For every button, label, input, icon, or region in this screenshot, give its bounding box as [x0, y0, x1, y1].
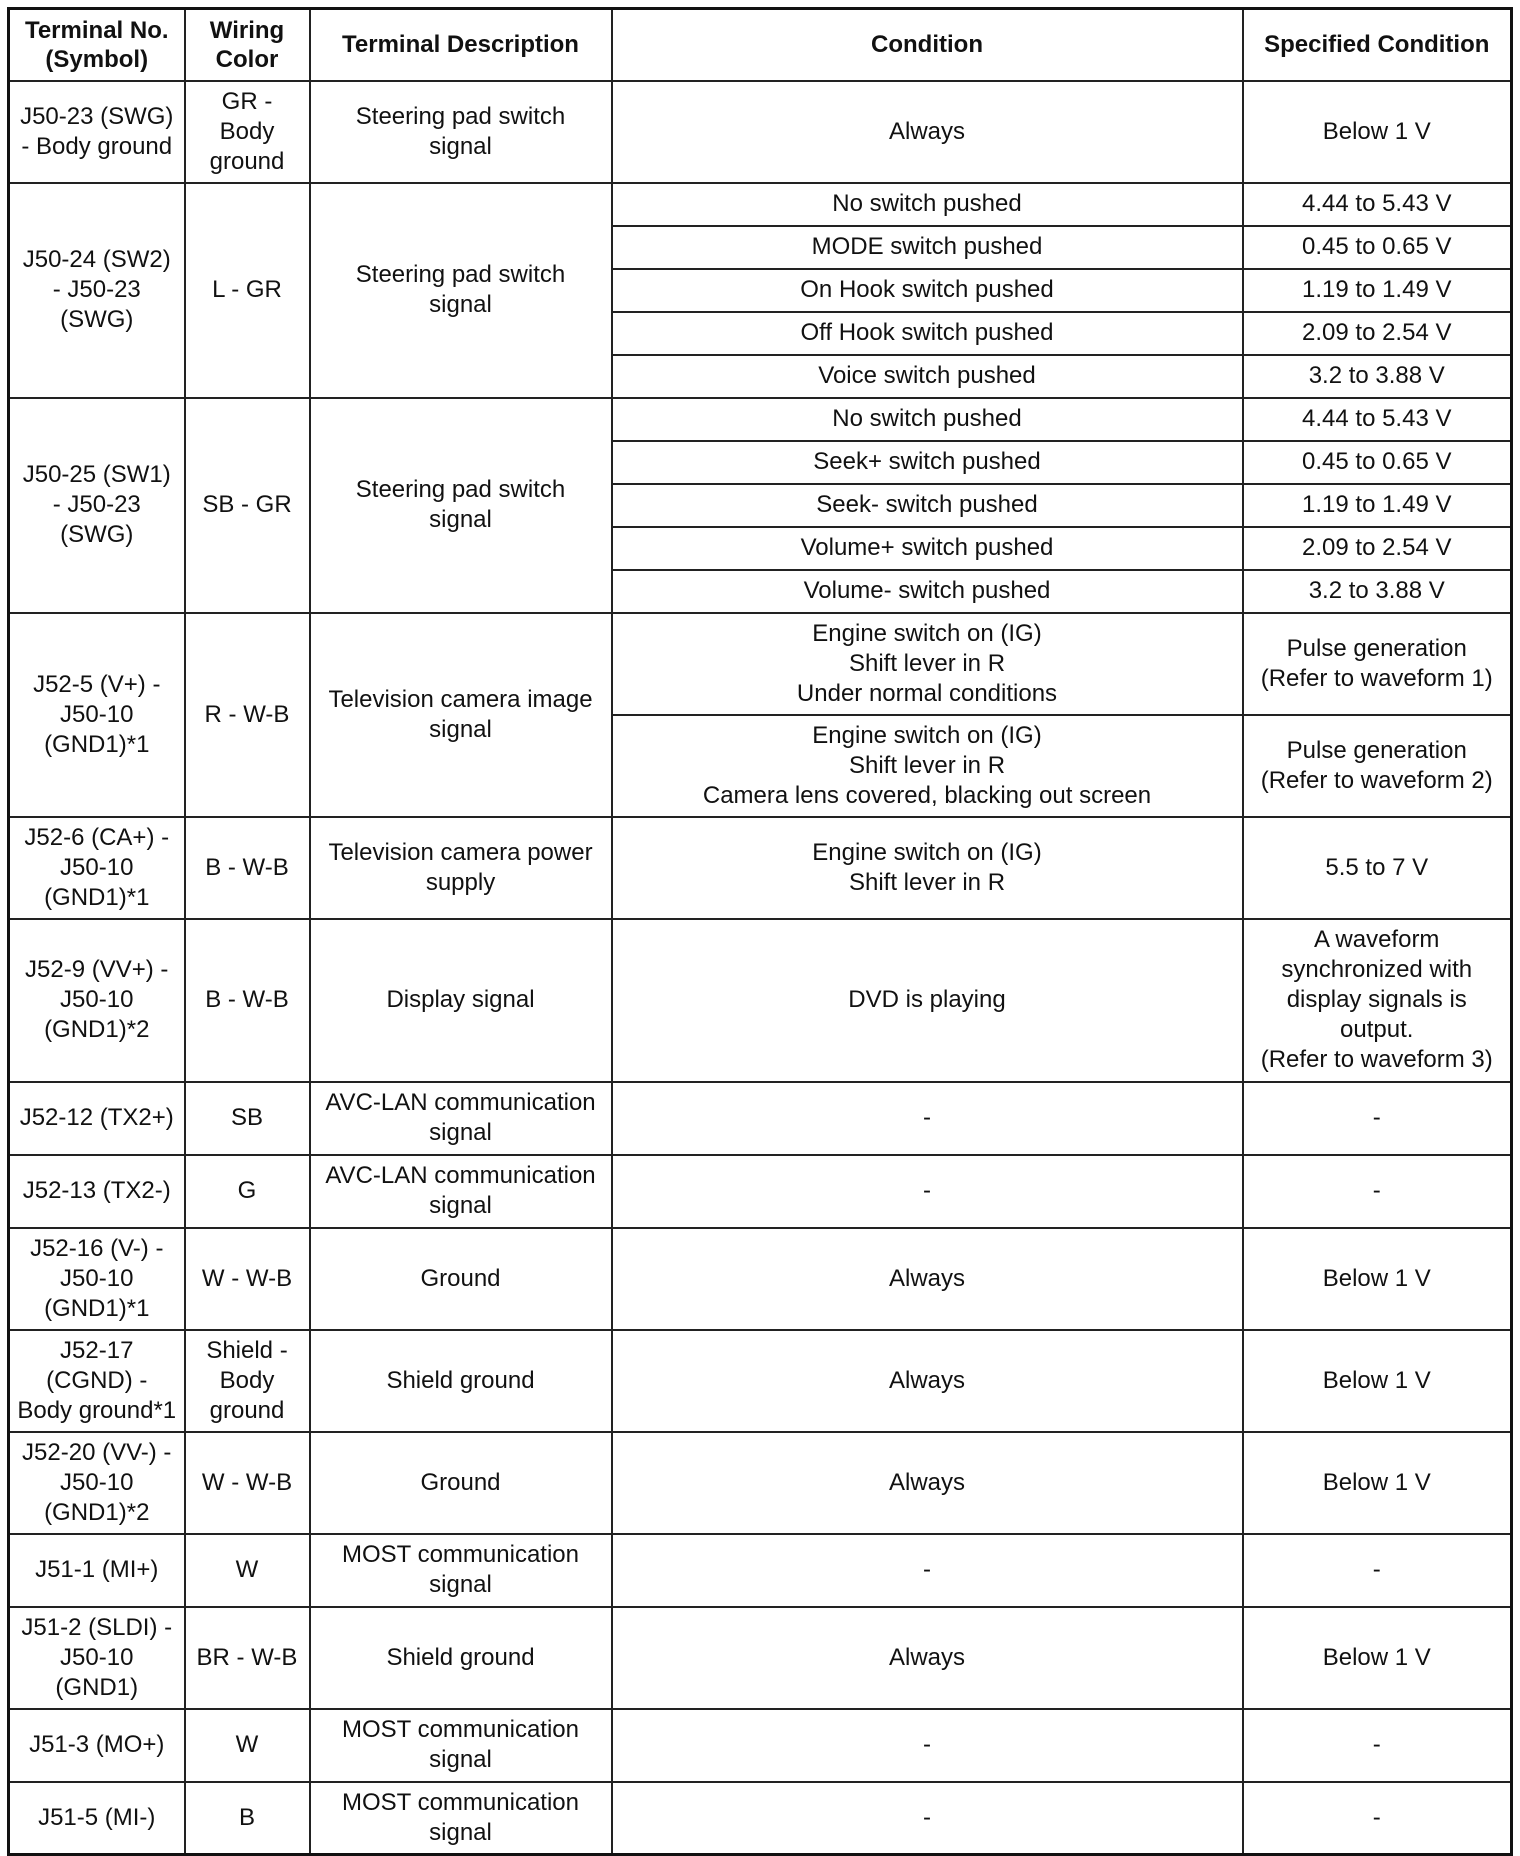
- terminal-cell: J52-12 (TX2+): [9, 1082, 185, 1155]
- condition-cell: MODE switch pushed: [612, 226, 1243, 269]
- specified-condition-cell: -: [1243, 1155, 1512, 1228]
- header-wiring-color: Wiring Color: [185, 9, 310, 81]
- specified-condition-cell: -: [1243, 1709, 1512, 1782]
- condition-cell: No switch pushed: [612, 398, 1243, 441]
- wiring-color-cell: Shield - Body ground: [185, 1330, 310, 1432]
- wiring-color-cell: L - GR: [185, 183, 310, 398]
- specified-condition-cell: Pulse generation (Refer to waveform 2): [1243, 715, 1512, 817]
- condition-cell: -: [612, 1082, 1243, 1155]
- condition-cell: Seek+ switch pushed: [612, 441, 1243, 484]
- table-row: [9, 1607, 1512, 1709]
- wiring-color-cell: B: [185, 1782, 310, 1855]
- terminal-cell: J52-9 (VV+) - J50-10 (GND1)*2: [9, 919, 185, 1082]
- wiring-color-cell: SB: [185, 1082, 310, 1155]
- wiring-color-cell: B - W-B: [185, 817, 310, 919]
- specified-condition-cell: -: [1243, 1534, 1512, 1607]
- condition-cell: Engine switch on (IG) Shift lever in R: [612, 817, 1243, 919]
- terminal-cell: J52-5 (V+) - J50-10 (GND1)*1: [9, 613, 185, 817]
- header-condition: Condition: [612, 9, 1243, 81]
- specified-condition-cell: -: [1243, 1082, 1512, 1155]
- terminal-description-cell: MOST communication signal: [310, 1709, 612, 1782]
- condition-cell: Volume+ switch pushed: [612, 527, 1243, 570]
- condition-cell: DVD is playing: [612, 919, 1243, 1082]
- condition-cell: Seek- switch pushed: [612, 484, 1243, 527]
- condition-cell: Off Hook switch pushed: [612, 312, 1243, 355]
- specified-condition-cell: A waveform synchronized with display signals is output. (Refer to waveform 3): [1243, 919, 1512, 1082]
- terminal-cell: J51-3 (MO+): [9, 1709, 185, 1782]
- specified-condition-cell: 3.2 to 3.88 V: [1243, 355, 1512, 398]
- condition-cell: -: [612, 1155, 1243, 1228]
- table-row: [9, 183, 1512, 226]
- terminal-cell: J52-6 (CA+) - J50-10 (GND1)*1: [9, 817, 185, 919]
- specified-condition-cell: 4.44 to 5.43 V: [1243, 183, 1512, 226]
- condition-cell: Voice switch pushed: [612, 355, 1243, 398]
- terminal-description-cell: Ground: [310, 1228, 612, 1330]
- terminal-cell: J52-13 (TX2-): [9, 1155, 185, 1228]
- terminal-description-cell: Ground: [310, 1432, 612, 1534]
- condition-cell: Always: [612, 1330, 1243, 1432]
- terminal-description-cell: Shield ground: [310, 1330, 612, 1432]
- table-row: [9, 919, 1512, 1082]
- specified-condition-cell: 4.44 to 5.43 V: [1243, 398, 1512, 441]
- specified-condition-cell: Below 1 V: [1243, 1330, 1512, 1432]
- terminal-cell: J52-16 (V-) - J50-10 (GND1)*1: [9, 1228, 185, 1330]
- condition-cell: Engine switch on (IG) Shift lever in R Under normal conditions: [612, 613, 1243, 715]
- condition-cell: Engine switch on (IG) Shift lever in R Camera lens covered, blacking out screen: [612, 715, 1243, 817]
- specified-condition-cell: -: [1243, 1782, 1512, 1855]
- condition-cell: Always: [612, 1432, 1243, 1534]
- table-row: [9, 613, 1512, 715]
- table-row: [9, 1782, 1512, 1855]
- wiring-color-cell: W - W-B: [185, 1432, 310, 1534]
- wiring-color-cell: W - W-B: [185, 1228, 310, 1330]
- terminal-description-cell: AVC-LAN communication signal: [310, 1082, 612, 1155]
- terminal-cell: J51-1 (MI+): [9, 1534, 185, 1607]
- table-row: [9, 1330, 1512, 1432]
- header-terminal-description: Terminal Description: [310, 9, 612, 81]
- table-row: [9, 1228, 1512, 1330]
- table-row: [9, 398, 1512, 441]
- header-terminal: Terminal No. (Symbol): [9, 9, 185, 81]
- terminal-cell: J50-24 (SW2) - J50-23 (SWG): [9, 183, 185, 398]
- table-row: [9, 1082, 1512, 1155]
- wiring-color-cell: W: [185, 1709, 310, 1782]
- terminal-table: [7, 7, 1513, 1856]
- specified-condition-cell: 0.45 to 0.65 V: [1243, 441, 1512, 484]
- specified-condition-cell: 5.5 to 7 V: [1243, 817, 1512, 919]
- wiring-color-cell: BR - W-B: [185, 1607, 310, 1709]
- specified-condition-cell: Below 1 V: [1243, 1432, 1512, 1534]
- terminal-cell: J50-23 (SWG) - Body ground: [9, 81, 185, 183]
- condition-cell: Always: [612, 1228, 1243, 1330]
- terminal-description-cell: Television camera power supply: [310, 817, 612, 919]
- terminal-description-cell: Steering pad switch signal: [310, 398, 612, 613]
- table-row: [9, 81, 1512, 183]
- table-row: [9, 1709, 1512, 1782]
- wiring-color-cell: R - W-B: [185, 613, 310, 817]
- terminal-description-cell: Display signal: [310, 919, 612, 1082]
- specified-condition-cell: Below 1 V: [1243, 81, 1512, 183]
- wiring-color-cell: G: [185, 1155, 310, 1228]
- condition-cell: -: [612, 1709, 1243, 1782]
- terminal-description-cell: Steering pad switch signal: [310, 183, 612, 398]
- wiring-color-cell: B - W-B: [185, 919, 310, 1082]
- specified-condition-cell: 3.2 to 3.88 V: [1243, 570, 1512, 613]
- wiring-color-cell: SB - GR: [185, 398, 310, 613]
- header-specified-condition: Specified Condition: [1243, 9, 1512, 81]
- terminal-description-cell: Steering pad switch signal: [310, 81, 612, 183]
- condition-cell: -: [612, 1782, 1243, 1855]
- terminal-description-cell: AVC-LAN communication signal: [310, 1155, 612, 1228]
- terminal-cell: J51-5 (MI-): [9, 1782, 185, 1855]
- terminal-description-cell: Television camera image signal: [310, 613, 612, 817]
- terminal-cell: J52-20 (VV-) - J50-10 (GND1)*2: [9, 1432, 185, 1534]
- table-row: [9, 1155, 1512, 1228]
- specified-condition-cell: Pulse generation (Refer to waveform 1): [1243, 613, 1512, 715]
- specified-condition-cell: Below 1 V: [1243, 1607, 1512, 1709]
- terminal-description-cell: MOST communication signal: [310, 1534, 612, 1607]
- specified-condition-cell: 2.09 to 2.54 V: [1243, 312, 1512, 355]
- header-row: [9, 9, 1512, 81]
- terminal-cell: J52-17 (CGND) - Body ground*1: [9, 1330, 185, 1432]
- condition-cell: -: [612, 1534, 1243, 1607]
- table-row: [9, 1432, 1512, 1534]
- specified-condition-cell: 0.45 to 0.65 V: [1243, 226, 1512, 269]
- terminal-description-cell: Shield ground: [310, 1607, 612, 1709]
- table-body: [9, 81, 1512, 1855]
- table-row: [9, 1534, 1512, 1607]
- condition-cell: Always: [612, 81, 1243, 183]
- wiring-color-cell: GR - Body ground: [185, 81, 310, 183]
- terminal-description-cell: MOST communication signal: [310, 1782, 612, 1855]
- condition-cell: Always: [612, 1607, 1243, 1709]
- condition-cell: No switch pushed: [612, 183, 1243, 226]
- specified-condition-cell: 2.09 to 2.54 V: [1243, 527, 1512, 570]
- wiring-color-cell: W: [185, 1534, 310, 1607]
- terminal-cell: J51-2 (SLDI) - J50-10 (GND1): [9, 1607, 185, 1709]
- terminal-cell: J50-25 (SW1) - J50-23 (SWG): [9, 398, 185, 613]
- condition-cell: On Hook switch pushed: [612, 269, 1243, 312]
- specified-condition-cell: 1.19 to 1.49 V: [1243, 269, 1512, 312]
- specified-condition-cell: Below 1 V: [1243, 1228, 1512, 1330]
- table-row: [9, 817, 1512, 919]
- condition-cell: Volume- switch pushed: [612, 570, 1243, 613]
- specified-condition-cell: 1.19 to 1.49 V: [1243, 484, 1512, 527]
